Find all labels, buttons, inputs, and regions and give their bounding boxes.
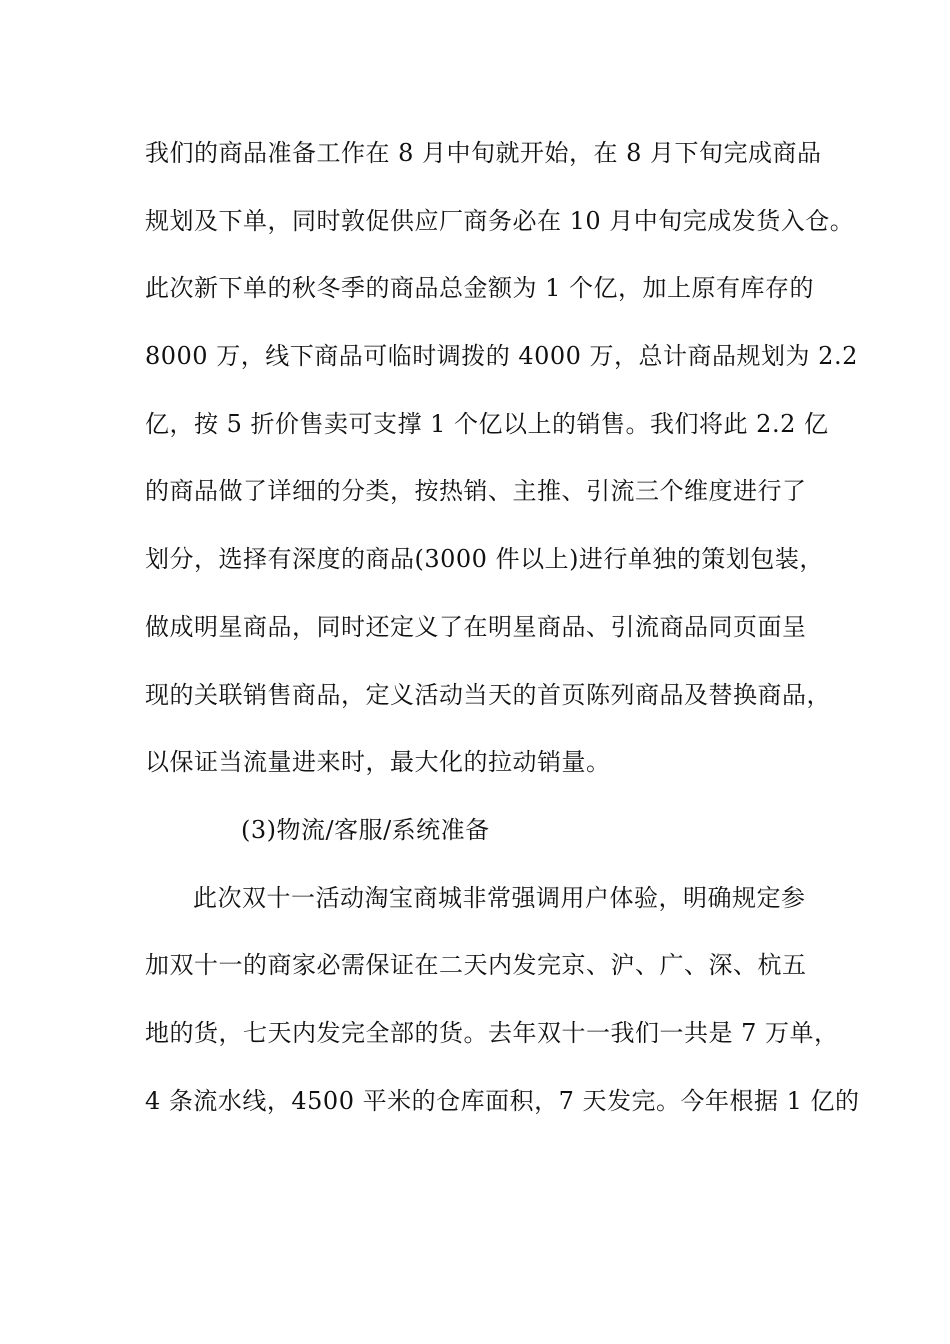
text-line: 以保证当流量进来时，最大化的拉动销量。 — [145, 748, 611, 777]
text-line: 亿，按 5 折价售卖可支撑 1 个亿以上的销售。我们将此 2.2 亿 — [145, 409, 829, 438]
text-line: 的商品做了详细的分类，按热销、主推、引流三个维度进行了 — [145, 477, 807, 506]
paragraph-first-line: 此次双十一活动淘宝商城非常强调用户体验，明确规定参 — [193, 883, 806, 912]
text-line: 地的货，七天内发完全部的货。去年双十一我们一共是 7 万单， — [145, 1018, 839, 1047]
text-line: 8000 万，线下商品可临时调拨的 4000 万，总计商品规划为 2.2 — [145, 342, 858, 371]
text-line: 此次新下单的秋冬季的商品总金额为 1 个亿，加上原有库存的 — [145, 274, 815, 303]
text-line: 加双十一的商家必需保证在二天内发完京、沪、广、深、杭五 — [145, 951, 807, 980]
section-heading: (3)物流/客服/系统准备 — [241, 815, 490, 844]
text-line: 划分，选择有深度的商品(3000 件以上)进行单独的策划包装， — [145, 545, 824, 574]
text-line: 做成明星商品，同时还定义了在明星商品、引流商品同页面呈 — [145, 612, 807, 641]
body-text — [145, 130, 860, 1145]
text-line: 规划及下单，同时敦促供应厂商务必在 10 月中旬完成发货入仓。 — [145, 206, 855, 235]
text-line: 4 条流水线，4500 平米的仓库面积，7 天发完。今年根据 1 亿的 — [145, 1086, 860, 1115]
text-line: 现的关联销售商品，定义活动当天的首页陈列商品及替换商品， — [145, 680, 831, 709]
text-line: 我们的商品准备工作在 8 月中旬就开始，在 8 月下旬完成商品 — [145, 139, 822, 167]
